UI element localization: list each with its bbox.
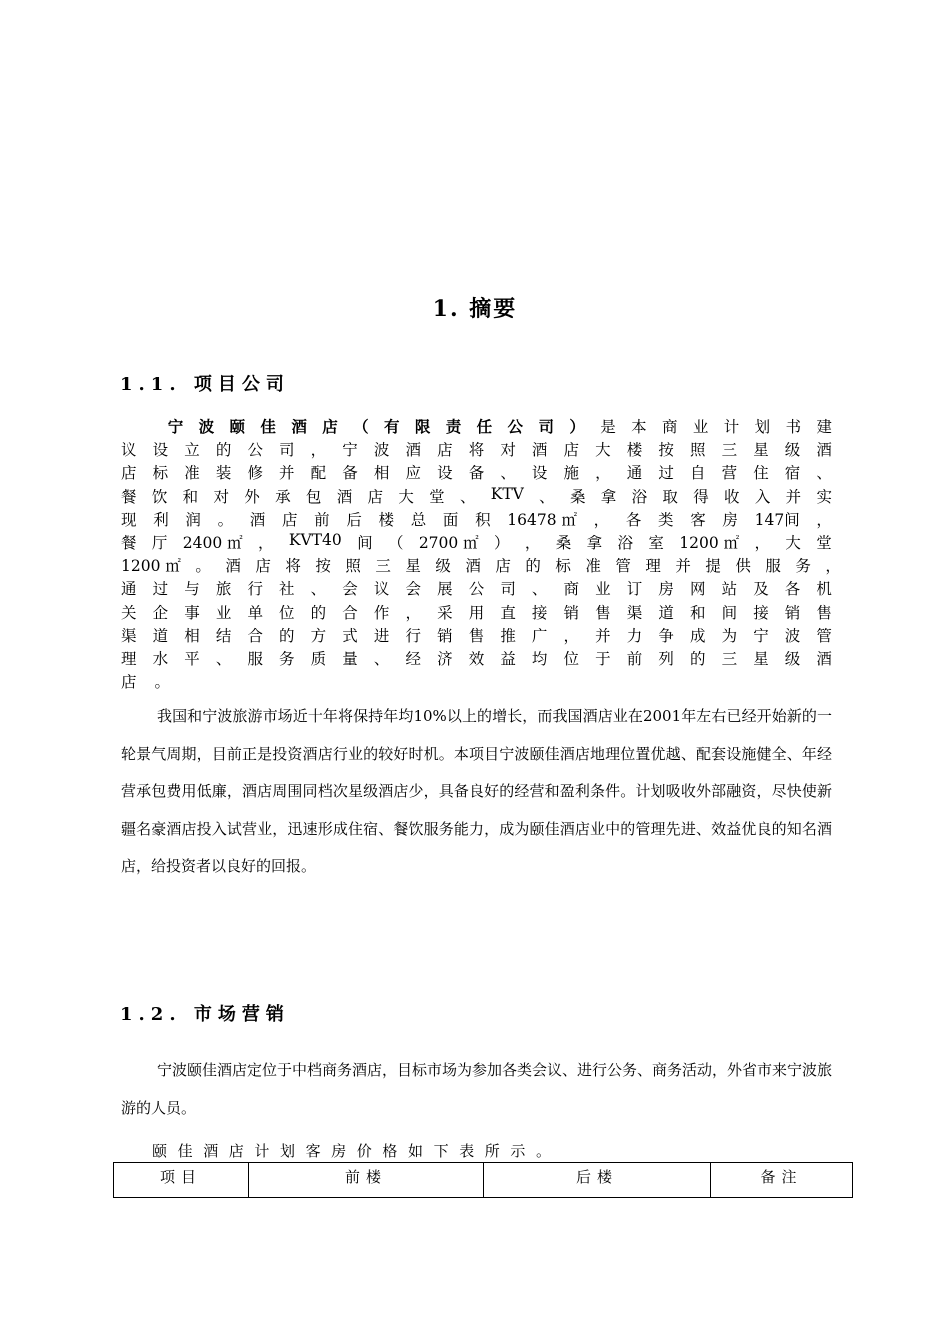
paragraph-char: 、 [310, 580, 327, 599]
paragraph-char: 宁 [753, 626, 769, 645]
paragraph-char: 餐 [121, 534, 137, 552]
paragraph-char: 。 [195, 557, 211, 576]
paragraph-char: 1200 ㎡ [679, 534, 740, 552]
paragraph-char: 均 [531, 650, 548, 668]
paragraph-char: 室 [648, 534, 664, 552]
paragraph-char: 销 [437, 626, 453, 645]
paragraph-char: 147间 [754, 510, 800, 529]
paragraph-char: 并 [785, 487, 802, 506]
paragraph-char: 通 [121, 580, 137, 599]
header-front-building: 前楼 [249, 1163, 484, 1198]
paragraph-char: 各 [625, 510, 642, 529]
paragraph-char: 采 [437, 603, 453, 622]
paragraph-char: 对 [213, 487, 229, 506]
paragraph-char: 店 [367, 487, 384, 506]
paragraph-char: 设 [531, 464, 548, 483]
paragraph-char: 前 [626, 650, 643, 668]
paragraph-char: 服 [247, 650, 263, 668]
paragraph-char: 、 [500, 464, 516, 483]
section-1-1-title: 1.1. 项目公司 [120, 374, 290, 395]
paragraph-char: 2400 ㎡ [182, 534, 243, 552]
paragraph-char: 直 [500, 603, 516, 622]
paragraph-char: 道 [152, 626, 169, 645]
company-paragraph-line [121, 624, 832, 647]
paragraph-char: 佳 [260, 417, 276, 436]
paragraph-char: 企 [152, 603, 169, 622]
paragraph-char: 建 [816, 418, 832, 436]
paragraph-char: 管 [816, 626, 832, 645]
paragraph-char: 现 [121, 510, 137, 529]
paragraph-char: 间 [357, 534, 373, 552]
paragraph-char: 、 [539, 487, 555, 506]
paragraph-char: 应 [405, 464, 421, 483]
paragraph-char: 配 [310, 464, 327, 483]
paragraph-char: 益 [500, 650, 516, 668]
paragraph-char: 旅 [215, 580, 232, 599]
company-paragraph-line [121, 577, 832, 600]
paragraph-char: 商 [563, 580, 580, 599]
paragraph-char: 经 [405, 650, 421, 668]
paragraph-char: 、 [531, 580, 548, 599]
paragraph-char: KVT40 [288, 531, 342, 549]
paragraph-char: 星 [753, 650, 769, 668]
paragraph-char: KTV [490, 484, 524, 503]
paragraph-char: 后 [346, 510, 362, 529]
paragraph-char: 作 [373, 603, 390, 622]
paragraph-char: 议 [373, 580, 390, 599]
paragraph-char: 方 [310, 626, 327, 645]
paragraph-char: 店 [495, 557, 511, 576]
paragraph-char: 水 [152, 650, 169, 668]
paragraph-char: 业 [595, 580, 611, 599]
paragraph-char: 大 [398, 487, 414, 506]
paragraph-char: 会 [405, 580, 421, 599]
paragraph-char: 得 [693, 487, 709, 506]
paragraph-char: ， [310, 441, 327, 460]
page-heading: 1. 摘要 [432, 296, 518, 322]
paragraph-char: 过 [152, 580, 169, 599]
paragraph-char: 提 [705, 557, 721, 576]
paragraph-char: 积 [475, 510, 491, 529]
paragraph-char: 司 [279, 441, 295, 460]
paragraph-char: 备 [468, 464, 485, 483]
paragraph-char: （ [387, 534, 404, 552]
paragraph-char: 按 [658, 441, 674, 460]
paragraph-char: 备 [342, 464, 358, 483]
paragraph-char: 商 [662, 418, 678, 436]
paragraph-char: 波 [784, 626, 801, 645]
paragraph-char: （ [353, 417, 369, 436]
paragraph-char: 房 [722, 510, 738, 529]
paragraph-char: 行 [247, 580, 263, 599]
table-header-row [114, 1163, 853, 1198]
paragraph-char: 浴 [617, 534, 634, 552]
paragraph-char: 桑 [555, 534, 572, 552]
paragraph-char: 饮 [151, 487, 168, 506]
paragraph-char: 酒 [465, 557, 481, 576]
paragraph-char: 三 [721, 650, 738, 668]
paragraph-char: 浴 [631, 487, 648, 506]
paragraph-char: 的 [310, 603, 327, 622]
paragraph-char: 务 [795, 557, 811, 576]
paragraph-char: 店 [281, 510, 298, 529]
paragraph-char: 议 [121, 441, 137, 460]
paragraph-char: 自 [689, 464, 706, 483]
paragraph-char: 效 [468, 650, 485, 668]
paragraph-char: 过 [658, 464, 674, 483]
paragraph-char: 厅 [151, 534, 168, 552]
paragraph-char: 承 [275, 487, 291, 506]
paragraph-char: 网 [689, 580, 706, 599]
paragraph-char: ， [257, 534, 274, 552]
paragraph-char: 店 [121, 673, 137, 692]
paragraph-char: 理 [121, 650, 137, 668]
paragraph-char: 住 [753, 464, 769, 483]
paragraph-char: 管 [615, 557, 631, 576]
paragraph-char: 社 [279, 580, 295, 599]
paragraph-char [121, 415, 129, 438]
paragraph-char: 及 [753, 580, 769, 599]
paragraph-char: 酒 [225, 557, 241, 576]
paragraph-char: 争 [658, 626, 674, 645]
paragraph-char: 本 [631, 418, 647, 436]
paragraph-char: 列 [658, 650, 674, 668]
paragraph-char: 间 [721, 603, 738, 622]
paragraph-char: 接 [753, 603, 769, 622]
paragraph-char: 收 [724, 487, 740, 506]
paragraph-char: 的 [689, 650, 706, 668]
paragraph-char: 量 [342, 650, 358, 668]
paragraph-char: 标 [152, 464, 169, 483]
paragraph-char: 式 [342, 626, 358, 645]
paragraph-char: ， [595, 464, 611, 483]
company-paragraph-line [121, 670, 832, 693]
paragraph-char: ， [524, 534, 541, 552]
paragraph-char: 房 [658, 580, 674, 599]
paragraph-char: 营 [721, 464, 738, 483]
paragraph-char: 利 [153, 510, 169, 529]
paragraph-char: 的 [215, 441, 232, 460]
paragraph-char: 用 [468, 603, 485, 622]
paragraph-char: 和 [182, 487, 199, 506]
company-paragraph-line [121, 508, 832, 531]
paragraph-char: 力 [626, 626, 643, 645]
paragraph-char: 、 [215, 650, 232, 668]
company-paragraph-line [121, 485, 832, 508]
paragraph-char: 服 [765, 557, 781, 576]
paragraph-char: 于 [595, 650, 611, 668]
paragraph-char: 包 [305, 487, 322, 506]
paragraph-char: 供 [735, 557, 751, 576]
paragraph-char: 宿 [784, 464, 801, 483]
paragraph-char: 将 [468, 441, 485, 460]
paragraph-char: 限 [414, 417, 431, 436]
paragraph-char: 堂 [429, 487, 445, 506]
paragraph-char: 润 [185, 510, 201, 529]
paragraph-char: 将 [285, 557, 301, 576]
paragraph-char: 拿 [600, 487, 617, 506]
paragraph-char: 公 [507, 417, 524, 436]
paragraph-char: 任 [476, 417, 493, 436]
paragraph-char: 2700 ㎡ [418, 534, 479, 552]
paragraph-char: 道 [658, 603, 674, 622]
paragraph-char: 宁 [167, 417, 184, 436]
paragraph-char: 并 [279, 464, 295, 483]
paragraph-char: 单 [247, 603, 263, 622]
paragraph-char: 照 [689, 441, 706, 460]
paragraph-char: 堂 [816, 534, 832, 552]
header-remarks: 备注 [711, 1163, 853, 1198]
paragraph-char: 立 [184, 441, 200, 460]
paragraph-char: ， [816, 510, 832, 529]
company-paragraph-line [121, 415, 832, 438]
table-caption: 颐佳酒店计划客房价格如下表所示。 [152, 1142, 562, 1160]
header-item: 项目 [114, 1163, 249, 1198]
paragraph-char: 业 [692, 418, 709, 436]
paragraph-char: ， [593, 510, 610, 529]
paragraph-char: 大 [785, 534, 801, 552]
paragraph-char: 的 [525, 557, 541, 576]
paragraph-char: 会 [342, 580, 358, 599]
paragraph-char: 16478 ㎡ [507, 510, 577, 529]
paragraph-char: 平 [184, 650, 200, 668]
paragraph-char: 酒 [249, 510, 266, 529]
paragraph-char: 位 [563, 650, 580, 668]
paragraph-char: 准 [585, 557, 601, 576]
paragraph-char: 宁 [342, 441, 358, 460]
paragraph-char: 售 [468, 626, 485, 645]
paragraph-char: 颐 [229, 417, 246, 436]
paragraph-char: 楼 [626, 441, 643, 460]
paragraph-char: ） [494, 534, 510, 552]
paragraph-char: 机 [816, 580, 832, 599]
paragraph-char: 展 [437, 580, 453, 599]
paragraph-char: 为 [721, 626, 738, 645]
paragraph-char: 标 [555, 557, 571, 576]
paragraph-char: 星 [753, 441, 769, 460]
paragraph-char: 计 [723, 418, 740, 436]
paragraph-char [144, 415, 152, 438]
paragraph-char: 店 [255, 557, 271, 576]
paragraph-char: 星 [405, 557, 421, 576]
room-price-table [113, 1162, 853, 1198]
paragraph-char: 订 [626, 580, 643, 599]
paragraph-char: 行 [405, 626, 421, 645]
paragraph-char: 渠 [121, 626, 137, 645]
market-paragraph: 我国和宁波旅游市场近十年将保持年均10%以上的增长，而我国酒店业在2001年左右已经开始新的一轮景气周期，目前正是投资酒店行业的较好时机。本项目宁波颐佳酒店地理位置优越、配套设施健全、年经营承包费用低廉，酒店周围同档次星级酒店少，具备良好的经营和盈利条件。计划吸收外部融资，尽快使新疆名豪酒店投入试营业，迅速形成住宿、餐饮服务能力，成为颐佳酒店业中的管理先进、效益优良的知名酒店，给投资者以良好的回报。 [121, 707, 832, 875]
paragraph-char: 级 [435, 557, 451, 576]
paragraph-char: 大 [595, 441, 611, 460]
paragraph-char: 并 [595, 626, 611, 645]
paragraph-char: 入 [754, 487, 771, 506]
paragraph-char: 推 [500, 626, 516, 645]
paragraph-char: 是 [600, 418, 616, 436]
paragraph-char: 接 [531, 603, 548, 622]
paragraph-char: 通 [626, 464, 643, 483]
paragraph-char: 渠 [626, 603, 643, 622]
company-paragraph-line [121, 461, 832, 484]
paragraph-char: 站 [721, 580, 738, 599]
paragraph-char: 拿 [586, 534, 603, 552]
paragraph-char: 销 [784, 603, 801, 622]
company-paragraph-line [121, 647, 832, 670]
paragraph-char: 有 [383, 417, 400, 436]
paragraph-char: 级 [784, 441, 801, 460]
paragraph-char: 书 [785, 418, 802, 436]
paragraph-char: 销 [563, 603, 580, 622]
paragraph-char: 酒 [816, 441, 832, 460]
paragraph-char: 司 [538, 417, 554, 436]
section-1-2-title: 1.2. 市场营销 [120, 1004, 290, 1025]
paragraph-char: 成 [689, 626, 706, 645]
paragraph-char: 前 [314, 510, 330, 529]
paragraph-char: 外 [244, 487, 260, 506]
paragraph-char: 务 [279, 650, 295, 668]
paragraph-char: 责 [445, 417, 462, 436]
paragraph-char: 各 [784, 580, 801, 599]
paragraph-char: 相 [373, 464, 390, 483]
paragraph-char: 三 [375, 557, 391, 576]
paragraph-char: 桑 [569, 487, 586, 506]
paragraph-char: 酒 [531, 441, 548, 460]
paragraph-char: 店 [563, 441, 580, 460]
paragraph-char: 酒 [291, 417, 307, 436]
paragraph-char: ， [405, 603, 421, 622]
paragraph-char: 按 [315, 557, 331, 576]
paragraph-char: 公 [247, 441, 263, 460]
paragraph-char: 广 [531, 626, 548, 645]
paragraph-char: 进 [373, 626, 390, 645]
paragraph-char: 波 [373, 441, 390, 460]
paragraph-char: 三 [721, 441, 738, 460]
paragraph-char: ） [569, 417, 585, 436]
paragraph-char: 准 [184, 464, 200, 483]
header-back-building: 后楼 [484, 1163, 711, 1198]
paragraph-char: 对 [500, 441, 516, 460]
paragraph-char: 事 [184, 603, 200, 622]
paragraph-char: 级 [784, 650, 801, 668]
paragraph-char: 波 [198, 417, 215, 436]
paragraph-char: ， [825, 557, 841, 576]
company-paragraph-line [121, 531, 832, 554]
paragraph-char: 关 [121, 603, 137, 622]
paragraph-char: 设 [152, 441, 169, 460]
paragraph-char: 相 [184, 626, 200, 645]
paragraph-char: 位 [279, 603, 295, 622]
paragraph-char: 总 [410, 510, 427, 529]
paragraph-char: 、 [459, 487, 476, 506]
paragraph-char: 面 [442, 510, 459, 529]
paragraph-char: 施 [563, 464, 580, 483]
paragraph-char: 。 [217, 510, 234, 529]
paragraph-char: 照 [345, 557, 361, 576]
paragraph-char: 售 [816, 603, 832, 622]
paragraph-char: 装 [215, 464, 232, 483]
paragraph-char: 合 [247, 626, 263, 645]
marketing-paragraph: 宁波颐佳酒店定位于中档商务酒店，目标市场为参加各类会议、进行公务、商务活动，外省市来宁波旅游的人员。 [121, 1061, 833, 1117]
paragraph-char: 修 [247, 464, 263, 483]
paragraph-char: 理 [645, 557, 661, 576]
paragraph-char: 客 [690, 510, 706, 529]
paragraph-char: 餐 [121, 487, 137, 506]
paragraph-char: 取 [662, 487, 678, 506]
paragraph-char: 合 [342, 603, 358, 622]
paragraph-char: 的 [279, 626, 295, 645]
paragraph-char: 并 [675, 557, 691, 576]
paragraph-char: 司 [500, 580, 516, 599]
paragraph-char: 与 [184, 580, 200, 599]
paragraph-char: 划 [754, 418, 771, 436]
paragraph-char: 、 [816, 464, 832, 483]
paragraph-char: 楼 [378, 510, 395, 529]
paragraph-char: 实 [816, 487, 832, 506]
paragraph-char: 和 [689, 603, 706, 622]
paragraph-char: 店 [121, 464, 137, 483]
paragraph-char: 店 [437, 441, 453, 460]
company-paragraph-line [121, 554, 841, 577]
paragraph-char: 业 [215, 603, 232, 622]
paragraph-char: 。 [154, 673, 171, 692]
paragraph-char: 、 [373, 650, 390, 668]
paragraph-char: 店 [322, 417, 338, 436]
paragraph-char: ， [563, 626, 580, 645]
paragraph-char: ， [754, 534, 771, 552]
company-paragraph-line [121, 438, 832, 461]
paragraph-char: 酒 [336, 487, 353, 506]
paragraph-char: 济 [437, 650, 453, 668]
company-paragraph-line [121, 601, 832, 624]
paragraph-char: 酒 [405, 441, 421, 460]
paragraph-char: 公 [468, 580, 485, 599]
paragraph-char: 质 [310, 650, 327, 668]
paragraph-char: 结 [215, 626, 232, 645]
paragraph-char: 1200 ㎡ [121, 557, 181, 576]
paragraph-char: 酒 [816, 650, 832, 668]
paragraph-char: 售 [595, 603, 611, 622]
paragraph-char: 类 [658, 510, 674, 529]
paragraph-char: 设 [437, 464, 453, 483]
